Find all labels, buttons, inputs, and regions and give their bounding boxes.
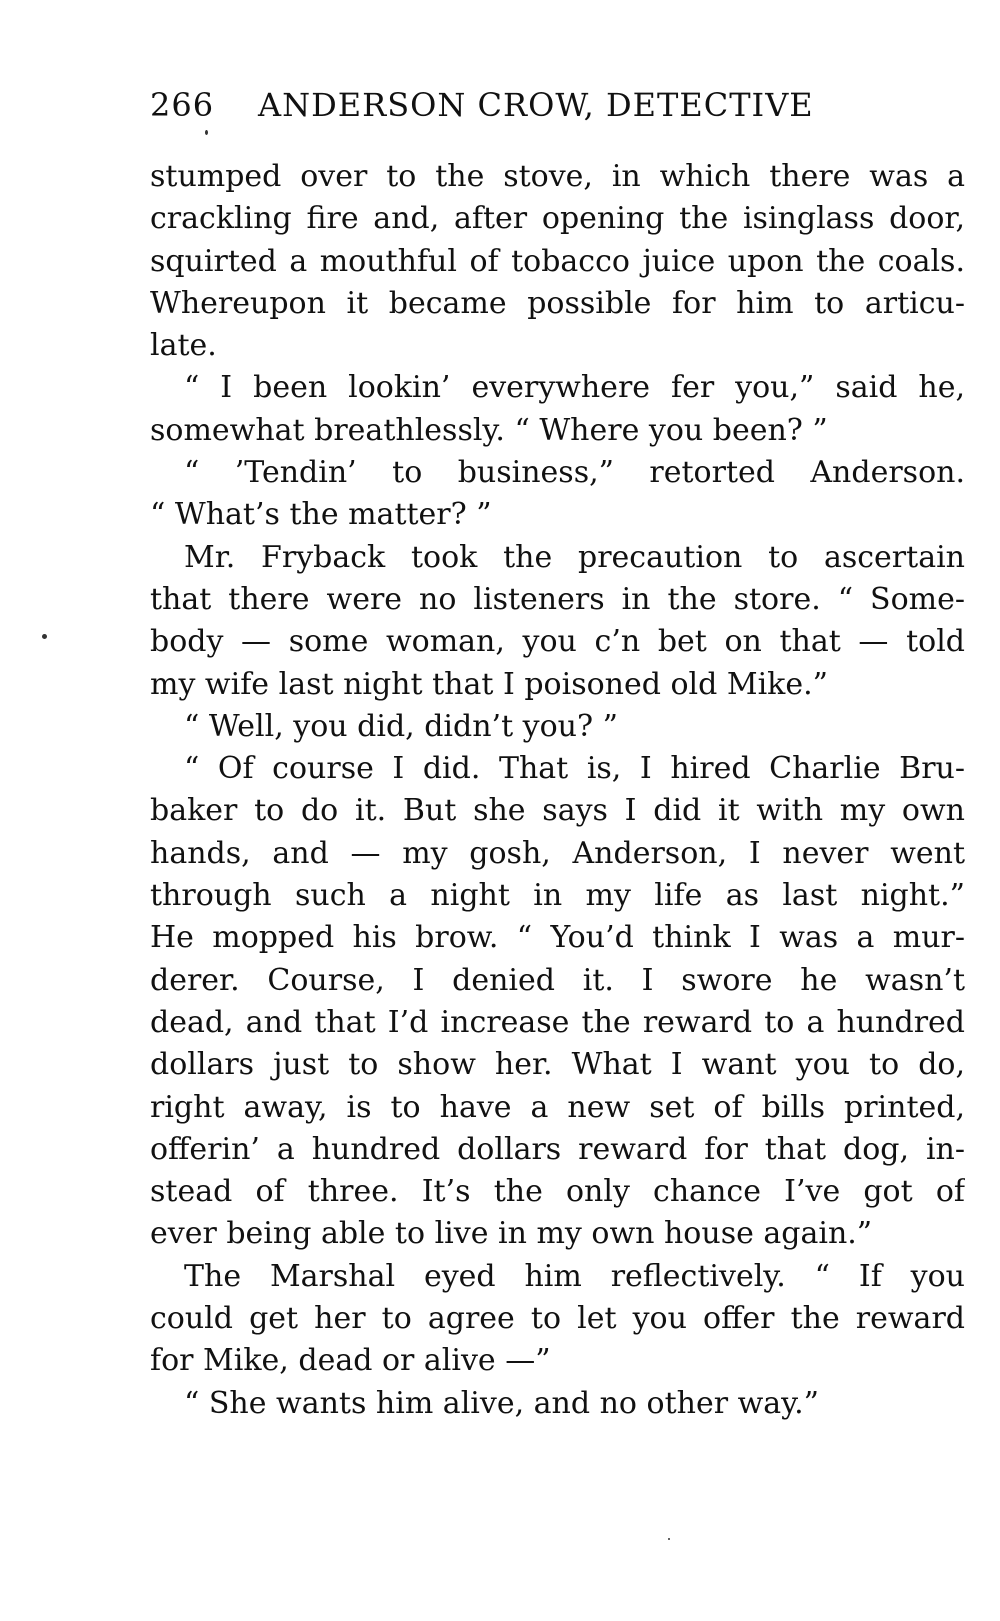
ink-speck (668, 1538, 670, 1540)
text-line: “ I been lookin’ everywhere fer you,” said he, (184, 370, 965, 406)
text-line: offerin’ a hundred dollars reward for that dog, in- (150, 1131, 965, 1167)
page-number: 266 (150, 86, 215, 124)
text-line: derer. Course, I denied it. I swore he wasn’t (150, 962, 965, 998)
text-line: baker to do it. But she says I did it with my own (150, 793, 965, 829)
text-line: right away, is to have a new set of bills printed, (150, 1089, 965, 1125)
text-line: “ Of course I did. That is, I hired Charlie Bru- (184, 751, 965, 787)
text-line: could get her to agree to let you offer the reward (150, 1301, 965, 1337)
text-line: stumped over to the stove, in which there was a (150, 159, 965, 194)
text-line: dead, and that I’d increase the reward to a hundred (150, 1004, 965, 1040)
text-line: He mopped his brow. “ You’d think I was a mur- (150, 920, 965, 956)
text-line: somewhat breathlessly. “ Where you been? ” (150, 412, 828, 448)
text-line: “ What’s the matter? ” (150, 497, 492, 533)
text-line: dollars just to show her. What I want you to do, (150, 1047, 965, 1083)
text-line: “ She wants him alive, and no other way.” (184, 1385, 819, 1421)
running-title: ANDERSON CROW, DETECTIVE (258, 86, 814, 124)
text-line: late. (150, 328, 217, 364)
text-line: Mr. Fryback took the precaution to ascertain (184, 539, 965, 575)
text-line: squirted a mouthful of tobacco juice upon the coals. (150, 243, 965, 279)
text-line: through such a night in my life as last night.” (150, 878, 965, 914)
text-line: for Mike, dead or alive —” (150, 1343, 551, 1379)
text-line: “ Well, you did, didn’t you? ” (184, 708, 618, 744)
text-line: crackling fire and, after opening the isinglass door, (150, 201, 965, 237)
ink-speck (42, 634, 47, 639)
text-line: my wife last night that I poisoned old Mike.” (150, 666, 828, 702)
running-head (150, 86, 870, 136)
text-line: Whereupon it became possible for him to articu- (150, 285, 965, 321)
text-line: that there were no listeners in the store. “ Some- (150, 581, 965, 617)
text-line: “ ’Tendin’ to business,” retorted Anderson. (184, 455, 965, 491)
body-text (150, 156, 965, 1425)
text-line: body — some woman, you c’n bet on that — told (150, 624, 965, 660)
ink-speck (205, 130, 208, 135)
text-line: ever being able to live in my own house again.” (150, 1216, 873, 1252)
text-line: The Marshal eyed him reflectively. “ If you (184, 1258, 965, 1294)
text-line: hands, and — my gosh, Anderson, I never went (150, 835, 965, 871)
text-line: stead of three. It’s the only chance I’ve got of (150, 1174, 965, 1210)
